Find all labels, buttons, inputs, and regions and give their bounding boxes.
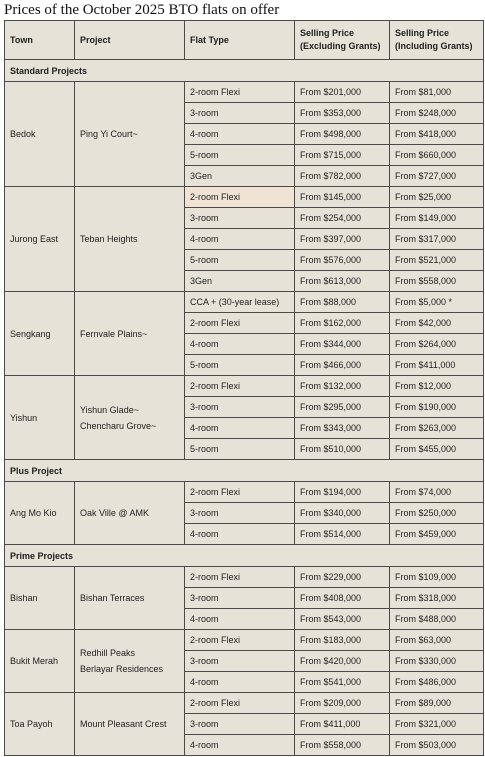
price-excluding-grants-cell: From $295,000 [295, 397, 390, 418]
project-cell [75, 187, 185, 292]
flat-type-cell: 2-room Flexi [185, 630, 295, 651]
price-including-grants-cell: From $318,000 [390, 588, 484, 609]
project-cell [75, 482, 185, 545]
header-row [5, 21, 484, 60]
town-cell: Ang Mo Kio [5, 482, 75, 545]
flat-type-cell: 5-room [185, 439, 295, 460]
project-name: Redhill Peaks [80, 648, 136, 658]
price-excluding-grants-cell: From $576,000 [295, 250, 390, 271]
flat-type-cell: 4-room [185, 672, 295, 693]
section-row [5, 460, 484, 482]
price-excluding-grants-cell: From $344,000 [295, 334, 390, 355]
flat-type-cell: 3-room [185, 208, 295, 229]
flat-type-cell: 4-room [185, 334, 295, 355]
price-excluding-grants-cell: From $514,000 [295, 524, 390, 545]
price-excluding-grants-cell: From $510,000 [295, 439, 390, 460]
price-including-grants-cell: From $727,000 [390, 166, 484, 187]
flat-type-cell: 3-room [185, 503, 295, 524]
header-price-excl-line1: Selling Price [300, 28, 355, 38]
town-cell: Toa Payoh [5, 693, 75, 756]
price-excluding-grants-cell: From $613,000 [295, 271, 390, 292]
project-cell [75, 292, 185, 376]
project-name: Ping Yi Court~ [80, 129, 138, 139]
price-excluding-grants-cell: From $498,000 [295, 124, 390, 145]
flat-type-cell: 4-room [185, 609, 295, 630]
price-including-grants-cell: From $264,000 [390, 334, 484, 355]
header-town: Town [5, 21, 75, 60]
project-name: Chencharu Grove~ [80, 420, 157, 431]
town-cell: Bedok [5, 82, 75, 187]
price-excluding-grants-cell: From $194,000 [295, 482, 390, 503]
flat-type-cell: 2-room Flexi [185, 693, 295, 714]
project-name: Berlayar Residences [80, 664, 164, 674]
flat-type-cell: 2-room Flexi [185, 82, 295, 103]
price-including-grants-cell: From $330,000 [390, 651, 484, 672]
price-including-grants-cell: From $411,000 [390, 355, 484, 376]
flat-type-cell: 2-room Flexi [185, 482, 295, 503]
project-name: Bishan Terraces [80, 593, 145, 603]
price-including-grants-cell: From $109,000 [390, 567, 484, 588]
flat-type-cell: 2-room Flexi [185, 567, 295, 588]
town-cell: Yishun [5, 376, 75, 460]
header-project: Project [75, 21, 185, 60]
flat-type-cell: 5-room [185, 145, 295, 166]
flat-type-cell: 2-room Flexi [185, 376, 295, 397]
price-including-grants-cell: From $459,000 [390, 524, 484, 545]
flat-type-cell: 4-room [185, 524, 295, 545]
price-excluding-grants-cell: From $340,000 [295, 503, 390, 524]
page-title: Prices of the October 2025 BTO flats on offer [4, 2, 280, 18]
project-name: Fernvale Plains~ [80, 328, 148, 339]
price-including-grants-cell: From $25,000 [390, 187, 484, 208]
price-excluding-grants-cell: From $88,000 [295, 292, 390, 313]
price-including-grants-cell: From $321,000 [390, 714, 484, 735]
price-including-grants-cell: From $486,000 [390, 672, 484, 693]
flat-type-cell: 4-room [185, 124, 295, 145]
price-excluding-grants-cell: From $353,000 [295, 103, 390, 124]
section-label: Prime Projects [5, 545, 484, 567]
flat-type-cell: 5-room [185, 250, 295, 271]
project-cell [75, 630, 185, 693]
header-price-excl-line2: (Excluding Grants) [300, 41, 381, 51]
price-including-grants-cell: From $42,000 [390, 313, 484, 334]
table-row [5, 567, 484, 588]
price-excluding-grants-cell: From $343,000 [295, 418, 390, 439]
price-including-grants-cell: From $558,000 [390, 271, 484, 292]
flat-type-cell: 3-room [185, 397, 295, 418]
project-name: Oak Ville @ AMK [80, 508, 149, 518]
table-row [5, 292, 484, 313]
table-row [5, 376, 484, 397]
price-including-grants-cell: From $5,000 * [390, 292, 484, 313]
price-including-grants-cell: From $81,000 [390, 82, 484, 103]
section-label: Standard Projects [5, 60, 484, 82]
flat-type-cell: 4-room [185, 229, 295, 250]
town-cell: Sengkang [5, 292, 75, 376]
price-excluding-grants-cell: From $411,000 [295, 714, 390, 735]
town-cell: Jurong East [5, 187, 75, 292]
section-label: Plus Project [5, 460, 484, 482]
price-including-grants-cell: From $12,000 [390, 376, 484, 397]
bto-price-table [4, 20, 484, 756]
price-excluding-grants-cell: From $132,000 [295, 376, 390, 397]
flat-type-cell: 3-room [185, 588, 295, 609]
flat-type-cell: 3-room [185, 103, 295, 124]
section-row [5, 60, 484, 82]
price-including-grants-cell: From $503,000 [390, 735, 484, 756]
header-price-incl-line1: Selling Price [395, 28, 450, 38]
project-name: Yishun Glade~ [80, 404, 139, 415]
flat-type-cell: 2-room Flexi [185, 187, 295, 208]
project-cell [75, 693, 185, 756]
project-name: Mount Pleasant Crest [80, 719, 167, 729]
town-cell: Bukit Merah [5, 630, 75, 693]
price-excluding-grants-cell: From $229,000 [295, 567, 390, 588]
price-including-grants-cell: From $263,000 [390, 418, 484, 439]
flat-type-cell: 3-room [185, 714, 295, 735]
section-row [5, 545, 484, 567]
price-excluding-grants-cell: From $254,000 [295, 208, 390, 229]
price-excluding-grants-cell: From $466,000 [295, 355, 390, 376]
price-including-grants-cell: From $149,000 [390, 208, 484, 229]
price-excluding-grants-cell: From $183,000 [295, 630, 390, 651]
price-excluding-grants-cell: From $408,000 [295, 588, 390, 609]
flat-type-cell: 3Gen [185, 271, 295, 292]
price-including-grants-cell: From $74,000 [390, 482, 484, 503]
price-excluding-grants-cell: From $558,000 [295, 735, 390, 756]
price-including-grants-cell: From $317,000 [390, 229, 484, 250]
project-cell [75, 376, 185, 460]
price-excluding-grants-cell: From $543,000 [295, 609, 390, 630]
price-including-grants-cell: From $418,000 [390, 124, 484, 145]
project-cell [75, 82, 185, 187]
town-cell: Bishan [5, 567, 75, 630]
price-excluding-grants-cell: From $541,000 [295, 672, 390, 693]
price-excluding-grants-cell: From $782,000 [295, 166, 390, 187]
flat-type-cell: 2-room Flexi [185, 313, 295, 334]
flat-type-cell: 3-room [185, 651, 295, 672]
price-including-grants-cell: From $190,000 [390, 397, 484, 418]
price-including-grants-cell: From $250,000 [390, 503, 484, 524]
table-row [5, 482, 484, 503]
price-including-grants-cell: From $521,000 [390, 250, 484, 271]
price-excluding-grants-cell: From $209,000 [295, 693, 390, 714]
price-excluding-grants-cell: From $145,000 [295, 187, 390, 208]
price-including-grants-cell: From $488,000 [390, 609, 484, 630]
price-excluding-grants-cell: From $162,000 [295, 313, 390, 334]
table-row [5, 630, 484, 651]
table-row [5, 187, 484, 208]
flat-type-cell: CCA + (30-year lease) [185, 292, 295, 313]
header-price-incl-line2: (Including Grants) [395, 41, 473, 51]
table-row [5, 82, 484, 103]
price-excluding-grants-cell: From $715,000 [295, 145, 390, 166]
price-including-grants-cell: From $63,000 [390, 630, 484, 651]
header-price-excluding-grants [295, 21, 390, 60]
flat-type-cell: 4-room [185, 735, 295, 756]
price-including-grants-cell: From $455,000 [390, 439, 484, 460]
price-excluding-grants-cell: From $397,000 [295, 229, 390, 250]
price-excluding-grants-cell: From $420,000 [295, 651, 390, 672]
price-excluding-grants-cell: From $201,000 [295, 82, 390, 103]
project-name: Teban Heights [80, 234, 138, 244]
price-including-grants-cell: From $89,000 [390, 693, 484, 714]
price-including-grants-cell: From $660,000 [390, 145, 484, 166]
project-cell [75, 567, 185, 630]
table-row [5, 693, 484, 714]
flat-type-cell: 3Gen [185, 166, 295, 187]
table-body [5, 60, 484, 756]
header-price-including-grants [390, 21, 484, 60]
price-including-grants-cell: From $248,000 [390, 103, 484, 124]
header-flat-type: Flat Type [185, 21, 295, 60]
flat-type-cell: 4-room [185, 418, 295, 439]
flat-type-cell: 5-room [185, 355, 295, 376]
